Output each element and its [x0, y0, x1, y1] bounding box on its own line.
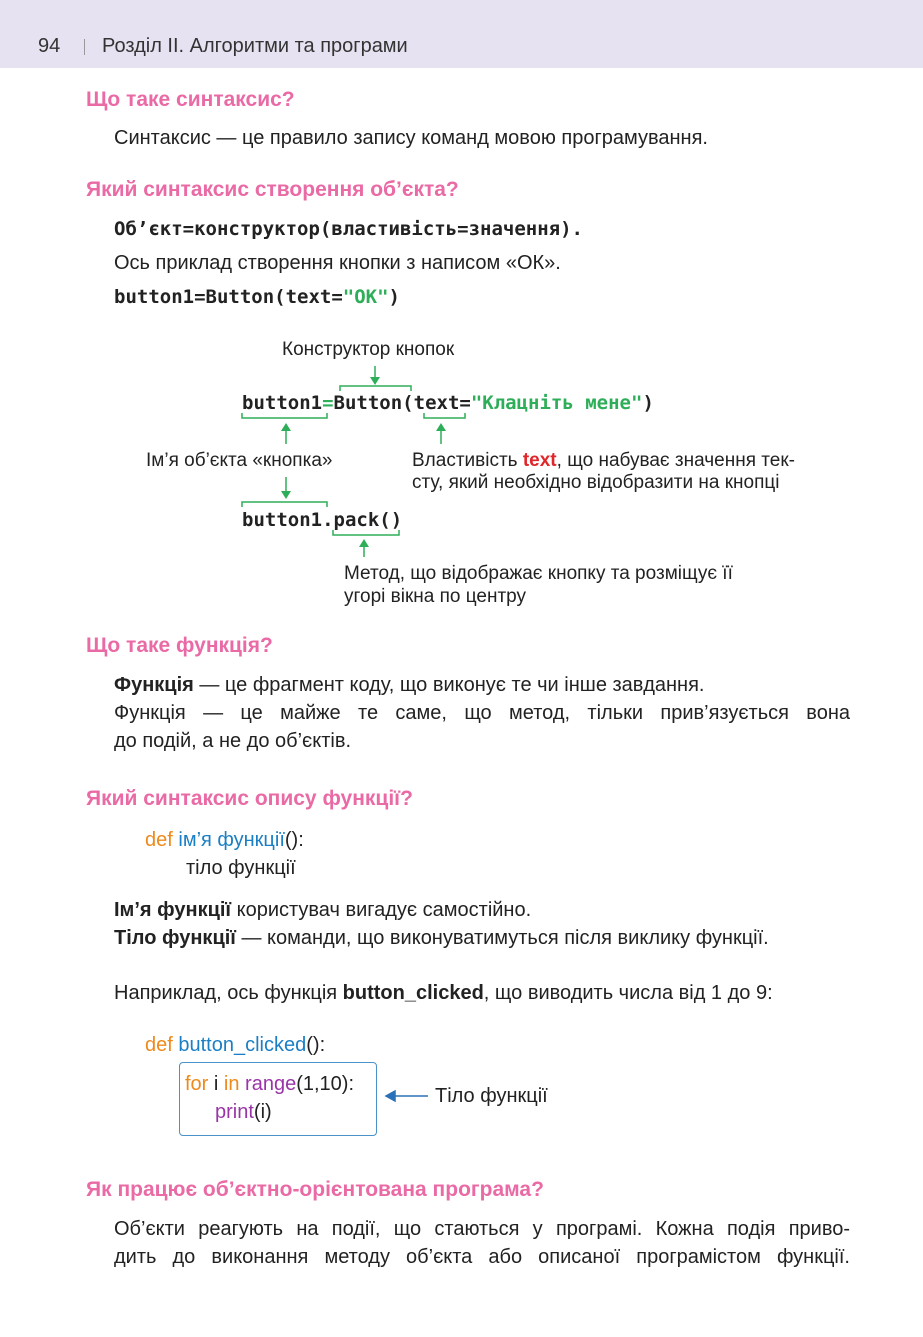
- label-method-line1: Метод, що відображає кнопку та розміщує її: [344, 563, 733, 584]
- heading-syntax: Що таке синтаксис?: [86, 88, 295, 111]
- heading-object-syntax: Який синтаксис створення об’єкта?: [86, 178, 459, 201]
- def-keyword: def: [145, 829, 173, 851]
- label-property-post: , що набуває значення тек-: [556, 450, 795, 471]
- oop-text-line1: Об’єкти реагують на події, що стаються у програмі. Кожна подія приво-: [114, 1218, 850, 1240]
- example-def-keyword: def: [145, 1034, 173, 1056]
- code-suffix: ): [388, 286, 400, 308]
- oop-text-line2: дить до виконання методу об’єкта або описаної програмістом функції.: [114, 1246, 850, 1268]
- code-eq: =: [322, 392, 334, 414]
- label-constructor: Конструктор кнопок: [282, 339, 455, 360]
- label-property-line2: сту, який необхідно відобразити на кнопці: [412, 472, 780, 493]
- function-name-term: Ім’я функції: [114, 899, 232, 921]
- code-prefix: button1=Button(text=: [114, 286, 343, 308]
- label-method-line2: угорі вікна по центру: [344, 586, 527, 607]
- code-pack-method: .pack(): [322, 509, 403, 531]
- function-name-rest: користувач вигадує самостійно.: [231, 899, 532, 921]
- function-definition-line2: Функція — це майже те саме, що метод, тільки прив’язується вона: [114, 702, 850, 724]
- label-property-line1: [412, 450, 795, 472]
- function-line1-rest: — це фрагмент коду, що виконує те чи інше завдання.: [193, 674, 705, 696]
- object-example-code: [114, 286, 400, 308]
- function-term: Функція: [114, 674, 194, 696]
- function-body-rest: — команди, що виконуватимуться після виклику функції.: [235, 927, 769, 949]
- example-def-name: button_clicked: [178, 1034, 307, 1056]
- for-keyword: for: [185, 1073, 209, 1095]
- syntax-definition: Синтаксис — це правило запису команд мовою програмування.: [114, 127, 708, 149]
- body-label: Тіло функції: [435, 1085, 548, 1107]
- page-header: [0, 0, 923, 68]
- label-property-pre: Властивість: [412, 450, 518, 471]
- function-definition-line1: [114, 674, 704, 697]
- function-name-note: [114, 899, 531, 922]
- code-property: text: [413, 392, 460, 414]
- range-func: range: [245, 1073, 297, 1095]
- code-close: ): [642, 392, 654, 414]
- example-func-name: button_clicked: [342, 982, 484, 1004]
- example-print-line: [215, 1101, 272, 1124]
- example-post: , що виводить числа від 1 до 9:: [483, 982, 773, 1004]
- chapter-title: Розділ ІІ. Алгоритми та програми: [102, 35, 408, 57]
- def-parens: ():: [284, 829, 304, 851]
- def-body: тіло функції: [186, 857, 296, 879]
- diagram-code-line: [242, 392, 654, 414]
- code-paren: (: [402, 392, 414, 414]
- range-args: (1,10):: [296, 1073, 355, 1095]
- code-constructor: Button: [333, 392, 403, 414]
- function-definition-line3: до подій, а не до об’єктів.: [114, 730, 352, 752]
- page-number: 94: [38, 35, 61, 57]
- function-example-intro: [114, 982, 773, 1005]
- example-def-line: [145, 1034, 325, 1057]
- code-eq2: =: [459, 392, 471, 414]
- object-example-intro: Ось приклад створення кнопки з написом «ОК».: [114, 252, 561, 274]
- example-def-parens: ():: [306, 1034, 326, 1056]
- print-func: print: [215, 1101, 254, 1123]
- example-pre: Наприклад, ось функція: [114, 982, 343, 1004]
- label-property-keyword: text: [522, 450, 557, 471]
- diagram-pack-line: [242, 509, 402, 531]
- code-pack-object: button1: [242, 509, 323, 531]
- function-body-term: Тіло функції: [114, 927, 236, 949]
- heading-function: Що таке функція?: [86, 634, 273, 657]
- heading-function-syntax: Який синтаксис опису функції?: [86, 787, 413, 810]
- code-string-value: "Клацніть мене": [470, 392, 643, 414]
- code-object-name: button1: [242, 392, 323, 414]
- object-syntax-rule: Об’єкт=конструктор(властивість=значення).: [114, 218, 583, 240]
- header-separator: [84, 39, 85, 55]
- example-for-line: [185, 1073, 354, 1096]
- def-function-name: ім’я функції: [178, 829, 285, 851]
- label-object-name: Ім’я об’єкта «кнопка»: [146, 450, 333, 471]
- def-syntax-line: [145, 829, 304, 852]
- print-args: (i): [253, 1101, 272, 1123]
- loop-var: i: [208, 1073, 224, 1095]
- code-string: "OK": [342, 286, 389, 308]
- in-keyword: in: [223, 1073, 240, 1095]
- heading-oop: Як працює об’єктно-орієнтована програма?: [86, 1178, 544, 1201]
- function-body-note: [114, 927, 769, 950]
